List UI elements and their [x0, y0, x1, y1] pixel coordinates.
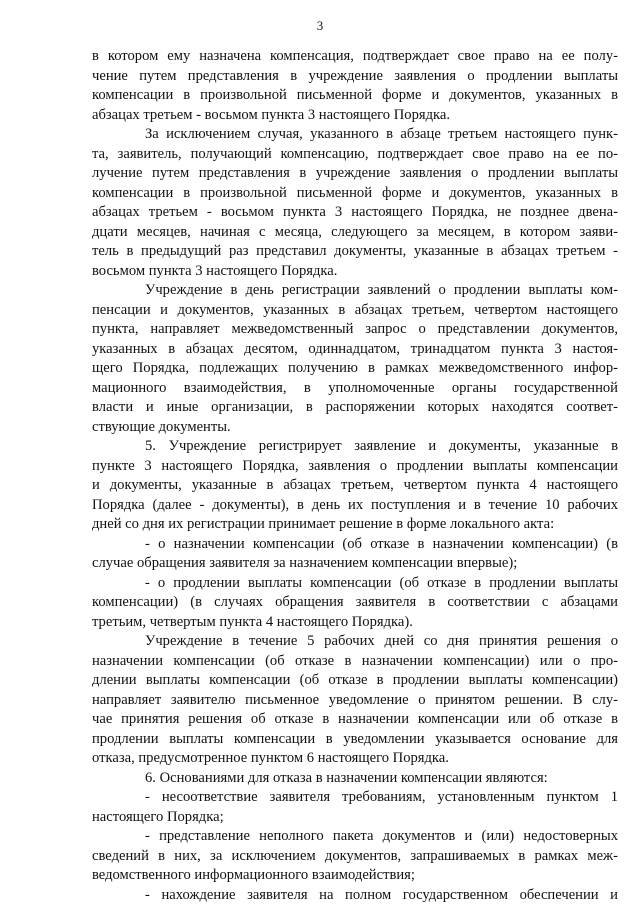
paragraph — [92, 574, 618, 633]
text-line: тель в предыдущий раз представил документы, указанные в абзацах третьем - — [92, 243, 618, 259]
document-body — [92, 47, 618, 905]
text-line: настоящего Порядка; — [92, 808, 224, 825]
text-line: Учреждение в течение 5 рабочих дней со дня принятия решения о — [145, 633, 618, 649]
text-line: чение путем представления в учреждение заявления о продлении выплаты — [92, 67, 618, 84]
text-line: - несоответствие заявителя требованиям, установленным пунктом 1 — [145, 789, 618, 805]
paragraph — [92, 125, 618, 281]
text-line: абзацах третьем - восьмом пункта 3 настоящего Порядка, не позднее двена- — [92, 204, 618, 220]
paragraph — [92, 281, 618, 437]
text-line: и документы, указанные в абзацах третьем, четвертом пункта 4 настоящего — [92, 477, 618, 493]
text-line: пункте 3 настоящего Порядка, заявления о продлении выплаты компенсации — [92, 457, 618, 474]
text-line: - о назначении компенсации (об отказе в назначении компенсации) (в — [145, 535, 618, 552]
text-line: продлении выплаты компенсации в уведомлении указывается основание для — [92, 730, 618, 747]
text-line: компенсации в произвольной письменной форме и документов, указанных в — [92, 87, 618, 103]
text-line: - представление неполного пакета документов и (или) недостоверных — [145, 828, 618, 844]
paragraph — [92, 47, 618, 125]
text-line: власти и иные организации, в распоряжении которых находятся соответ- — [92, 399, 618, 415]
text-line: компенсации) (в случаях обращения заявителя в соответствии с абзацами — [92, 594, 618, 610]
text-line: ствующие документы. — [92, 418, 231, 435]
text-line: Порядка (далее - документы), в день их поступления и в течение 10 рабочих — [92, 496, 618, 513]
text-line: абзацах третьем - восьмом пункта 3 настоящего Порядка. — [92, 106, 451, 123]
text-line: За исключением случая, указанного в абзаце третьем настоящего пунк- — [145, 126, 618, 142]
paragraph — [92, 769, 618, 789]
text-line: дней со дня их регистрации принимает решение в форме локального акта: — [92, 516, 555, 532]
text-line: Учреждение в день регистрации заявлений о продлении выплаты ком- — [145, 282, 618, 298]
text-line: 5. Учреждение регистрирует заявление и документы, указанные в — [145, 438, 618, 454]
text-line: чае принятия решения об отказе в назначении компенсации или об отказе в — [92, 711, 618, 727]
paragraph — [92, 535, 618, 574]
page-number: 3 — [316, 18, 324, 33]
text-line: указанных в абзацах десятом, одиннадцатом, тринадцатом пункта 3 настоя- — [92, 340, 618, 357]
paragraph — [92, 886, 618, 905]
text-line: сведений в них, за исключением документов, запрашиваемых в рамках меж- — [92, 847, 618, 864]
text-line: 6. Основаниями для отказа в назначении компенсации являются: — [145, 769, 548, 786]
text-line: назначении компенсации (об отказе в назначении компенсации) или о про- — [92, 652, 618, 669]
text-line: пункта, направляет межведомственный запрос о представлении документов, — [92, 321, 618, 337]
paragraph — [92, 632, 618, 769]
paragraph — [92, 788, 618, 827]
text-line: мационного взаимодействия, в уполномоченные органы государственной — [92, 379, 618, 396]
text-line: компенсации в произвольной письменной форме и документов, указанных в — [92, 184, 618, 201]
text-line: дцати месяцев, начиная с месяца, следующего за месяцем, в котором заяви- — [92, 223, 618, 240]
text-line: - о продлении выплаты компенсации (об отказе в продлении выплаты — [145, 574, 618, 591]
text-line: третьим, четвертым пункта 4 настоящего Порядка). — [92, 613, 413, 630]
text-line: пенсации и документов, указанных в абзацах третьем, четвертом настоящего — [92, 301, 618, 318]
text-line: длении выплаты компенсации (об отказе в продлении выплаты компенсации) — [92, 672, 618, 688]
text-line: - нахождение заявителя на полном государственном обеспечении и — [145, 886, 618, 903]
paragraph — [92, 827, 618, 886]
text-line: та, заявитель, получающий компенсацию, подтверждает свое право на ее по- — [92, 145, 618, 162]
paragraph — [92, 437, 618, 535]
text-line: щего Порядка, подлежащих получению в рамках межведомственного инфор- — [92, 360, 618, 376]
text-line: случае обращения заявителя за назначением компенсации впервые); — [92, 555, 518, 571]
text-line: ведомственного информационного взаимодействия; — [92, 867, 415, 883]
text-line: восьмом пункта 3 настоящего Порядка. — [92, 262, 338, 279]
text-line: в котором ему назначена компенсация, подтверждает свое право на ее полу- — [92, 48, 618, 64]
text-line: лучение путем представления в учреждение заявления о продлении выплаты — [92, 165, 618, 181]
text-line: направляет заявителю письменное уведомление о принятом решении. В слу- — [92, 691, 618, 708]
text-line: отказа, предусмотренное пунктом 6 настоящего Порядка. — [92, 750, 449, 766]
